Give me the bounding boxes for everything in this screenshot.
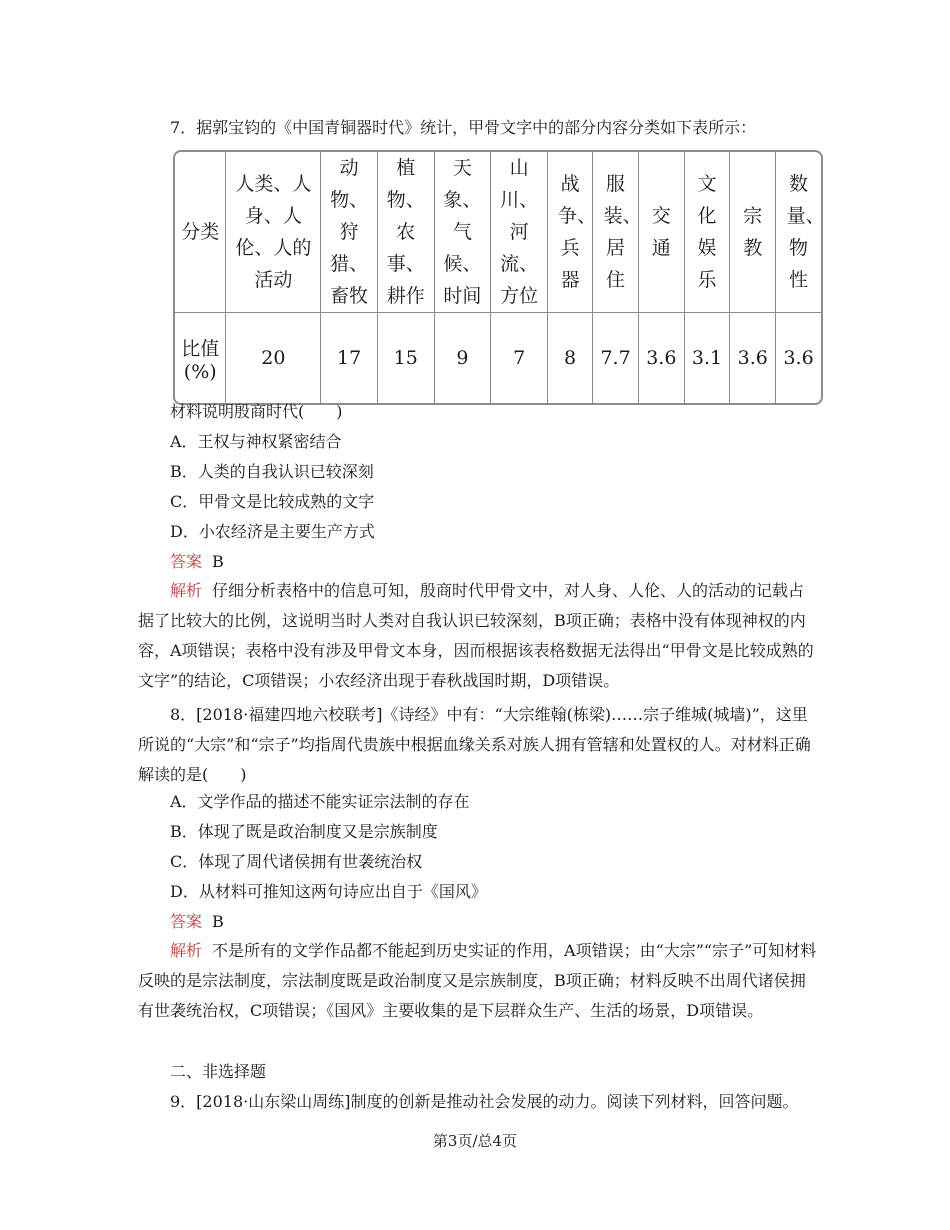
ratio-label: 比值	[181, 337, 220, 360]
q7-option-a: A．王权与神权紧密结合	[170, 432, 342, 451]
table-cell	[491, 152, 548, 313]
value-cell: 15	[378, 313, 435, 403]
q7-stem: 7．据郭宝钧的《中国青铜器时代》统计，甲骨文字中的部分内容分类如下表所示：	[170, 118, 757, 137]
analysis-text: 仔细分析表格中的信息可知，殷商时代甲骨文中，对人身、人伦、人的活动的记载占据了比较大的比例，这说明当时人类对自我认识已较深刻，B项正确；表格中没有体现神权的内容，A项错误；表格中没有涉及甲骨文本身，因而根据该表格数据无法得出“甲骨文是比较成熟的文字”的结论，C项错误；小农经济出现于春秋战国时期，D项错误。	[138, 581, 814, 690]
q7-option-d: D．小农经济是主要生产方式	[170, 522, 375, 541]
category-cell: 文化娱乐	[697, 173, 717, 291]
row-header-ratio	[175, 313, 226, 403]
value-cell: 3.6	[783, 347, 814, 369]
section-heading: 二、非选择题	[170, 1062, 267, 1081]
answer-value: B	[212, 552, 224, 571]
table-cell	[639, 152, 685, 313]
q8-analysis	[138, 936, 818, 1026]
table-cell	[321, 152, 378, 313]
table-cell	[435, 152, 492, 313]
answer-label: 答案	[170, 552, 203, 571]
category-table	[173, 150, 823, 405]
answer-label: 答案	[170, 912, 203, 931]
table-cell	[776, 152, 825, 313]
q7-analysis	[138, 576, 818, 696]
table-row-ratio	[175, 313, 821, 403]
category-cell: 服装、居住	[603, 173, 642, 291]
table-row-category	[175, 152, 821, 313]
q8-option-d: D．从材料可推知这两句诗应出自于《国风》	[170, 882, 487, 901]
q7-answer	[170, 552, 820, 572]
value-cell: 7	[491, 313, 548, 403]
q7-option-c: C．甲骨文是比较成熟的文字	[170, 492, 375, 511]
page-footer: 第3页/总4页	[432, 1132, 518, 1150]
table-cell	[548, 152, 597, 313]
category-cell: 天象、气候、时间	[443, 157, 482, 307]
category-cell: 宗教	[743, 205, 763, 259]
table-cell	[730, 152, 776, 313]
category-cell: 植物、农事、耕作	[386, 157, 425, 307]
category-cell: 动物、狩猎、畜牧	[330, 157, 369, 307]
analysis-label: 解析	[170, 941, 203, 960]
table-cell	[685, 152, 731, 313]
category-cell: 数量、物性	[786, 173, 825, 291]
value-cell: 3.6	[730, 313, 776, 403]
value-cell: 17	[321, 313, 378, 403]
category-cell: 战争、兵器	[558, 173, 597, 291]
value-cell: 3.1	[685, 313, 731, 403]
q8-option-a: A．文学作品的描述不能实证宗法制的存在	[170, 792, 470, 811]
answer-value: B	[212, 912, 224, 931]
q8-option-b: B．体现了既是政治制度又是宗族制度	[170, 822, 438, 841]
q7-option-b: B．人类的自我认识已较深刻	[170, 462, 374, 481]
q8-stem-text: 8．[2018·福建四地六校联考]《诗经》中有：“大宗维翰(栋梁)……宗子维城(城墙)”，这里所说的“大宗”和“宗子”均指周代贵族中根据血缘关系对族人拥有管辖和处置权的人。对材料正确解读的是( )	[138, 705, 811, 784]
category-cell: 交通	[651, 205, 671, 259]
analysis-text: 不是所有的文学作品都不能起到历史实证的作用，A项错误；由“大宗”“宗子”可知材料反映的是宗法制度，宗法制度既是政治制度又是宗族制度，B项正确；材料反映不出周代诸侯拥有世袭统治权，C项错误；《国风》主要收集的是下层群众生产、生活的场景，D项错误。	[138, 941, 817, 1020]
table-cell	[226, 152, 321, 313]
q8-answer	[170, 912, 820, 932]
table-cell	[378, 152, 435, 313]
value-cell: 20	[226, 313, 321, 403]
value-cell: 7.7	[593, 313, 639, 403]
value-cell: 8	[548, 313, 593, 403]
row-header-category: 分类	[175, 152, 226, 313]
q8-stem	[138, 700, 818, 790]
category-cell: 山川、河流、方位	[500, 157, 539, 307]
q7-question: 材料说明殷商时代( )	[170, 402, 343, 421]
q8-option-c: C．体现了周代诸侯拥有世袭统治权	[170, 852, 423, 871]
value-cell: 3.6	[639, 313, 685, 403]
category-cell: 人类、人身、人伦、人的活动	[235, 173, 312, 291]
value-cell: 9	[435, 313, 492, 403]
analysis-label: 解析	[170, 581, 203, 600]
ratio-unit: (%)	[183, 360, 217, 383]
table-cell	[593, 152, 642, 313]
q9-stem: 9．[2018·山东梁山周练]制度的创新是推动社会发展的动力。阅读下列材料，回答问题。	[170, 1092, 799, 1111]
